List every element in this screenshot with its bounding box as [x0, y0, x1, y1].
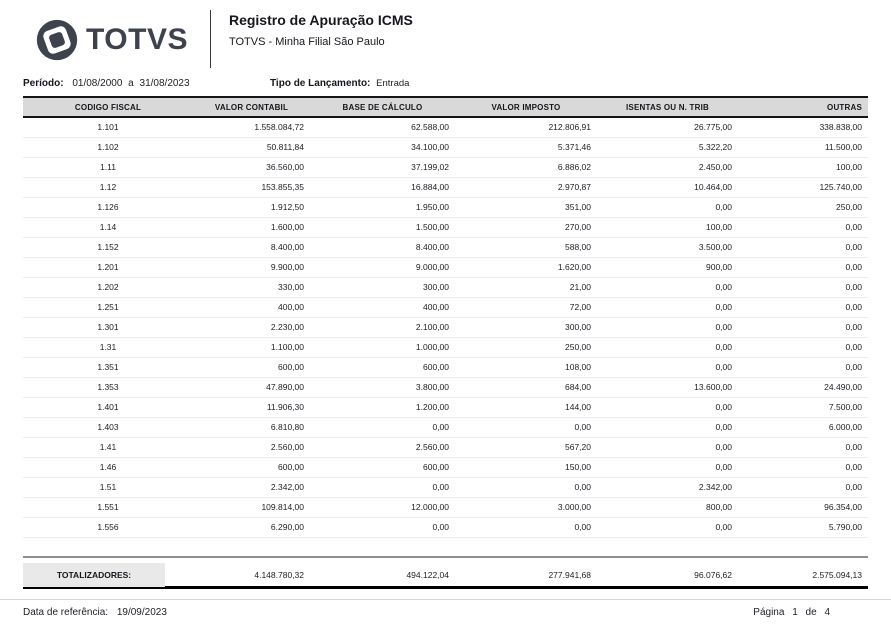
totals-separator-line: [23, 556, 868, 558]
codigo-fiscal-cell: 1.556: [23, 517, 193, 537]
value-cell: 0,00: [738, 477, 868, 497]
filters-row: [23, 78, 868, 94]
value-cell: 0,00: [597, 517, 738, 537]
codigo-fiscal-cell: 1.46: [23, 457, 193, 477]
value-cell: 300,00: [455, 317, 597, 337]
value-cell: 2.230,00: [193, 317, 310, 337]
totals-outras: 2.575.094,13: [812, 569, 862, 580]
value-cell: 13.600,00: [597, 377, 738, 397]
table-row: [23, 457, 868, 477]
entry-type-label: Tipo de Lançamento:: [270, 78, 371, 89]
codigo-fiscal-cell: 1.126: [23, 197, 193, 217]
value-cell: 300,00: [310, 277, 455, 297]
reference-date-label: Data de referência:: [23, 607, 109, 618]
value-cell: 1.600,00: [193, 217, 310, 237]
value-cell: 0,00: [738, 277, 868, 297]
totals-isentas: 96.076,62: [694, 569, 732, 580]
value-cell: 5.790,00: [738, 517, 868, 537]
value-cell: 8.400,00: [193, 237, 310, 257]
table-row: [23, 357, 868, 377]
value-cell: 2.560,00: [310, 437, 455, 457]
footer-separator-line: [0, 599, 891, 600]
value-cell: 7.500,00: [738, 397, 868, 417]
entry-type-value: Entrada: [376, 78, 410, 89]
value-cell: 0,00: [597, 297, 738, 317]
period-label: Período:: [23, 78, 64, 89]
value-cell: 108,00: [455, 357, 597, 377]
header-divider: [210, 10, 211, 68]
value-cell: 0,00: [738, 257, 868, 277]
report-footer: [23, 607, 830, 618]
value-cell: 5.322,20: [597, 137, 738, 157]
value-cell: 100,00: [597, 217, 738, 237]
value-cell: 900,00: [597, 257, 738, 277]
codigo-fiscal-cell: 1.101: [23, 117, 193, 137]
table-row: [23, 157, 868, 177]
value-cell: 47.890,00: [193, 377, 310, 397]
value-cell: 1.500,00: [310, 217, 455, 237]
value-cell: 250,00: [455, 337, 597, 357]
col-header-base-de-calculo: BASE DE CÁLCULO: [310, 97, 455, 117]
value-cell: 1.200,00: [310, 397, 455, 417]
table-row: [23, 217, 868, 237]
value-cell: 1.100,00: [193, 337, 310, 357]
codigo-fiscal-cell: 1.14: [23, 217, 193, 237]
value-cell: 96.354,00: [738, 497, 868, 517]
codigo-fiscal-cell: 1.11: [23, 157, 193, 177]
value-cell: 9.900,00: [193, 257, 310, 277]
col-header-isentas: ISENTAS OU N. TRIB: [597, 97, 738, 117]
value-cell: 0,00: [738, 237, 868, 257]
value-cell: 72,00: [455, 297, 597, 317]
value-cell: 1.000,00: [310, 337, 455, 357]
report-header: [35, 10, 413, 68]
value-cell: 2.342,00: [597, 477, 738, 497]
value-cell: 100,00: [738, 157, 868, 177]
value-cell: 600,00: [310, 457, 455, 477]
report-table-wrap: [23, 96, 868, 589]
totals-row: [23, 563, 868, 589]
value-cell: 1.912,50: [193, 197, 310, 217]
value-cell: 588,00: [455, 237, 597, 257]
page-indicator: Página 1 de 4: [753, 607, 830, 618]
codigo-fiscal-cell: 1.351: [23, 357, 193, 377]
value-cell: 400,00: [193, 297, 310, 317]
value-cell: 0,00: [597, 417, 738, 437]
value-cell: 12.000,00: [310, 497, 455, 517]
value-cell: 0,00: [738, 337, 868, 357]
totals-label: TOTALIZADORES:: [23, 563, 165, 587]
table-row: [23, 257, 868, 277]
value-cell: 26.775,00: [597, 117, 738, 137]
value-cell: 6.810,80: [193, 417, 310, 437]
table-row: [23, 377, 868, 397]
reference-date-group: [23, 607, 167, 618]
value-cell: 0,00: [738, 457, 868, 477]
value-cell: 3.800,00: [310, 377, 455, 397]
value-cell: 0,00: [455, 417, 597, 437]
value-cell: 34.100,00: [310, 137, 455, 157]
value-cell: 2.560,00: [193, 437, 310, 457]
value-cell: 351,00: [455, 197, 597, 217]
value-cell: 16.884,00: [310, 177, 455, 197]
table-row: [23, 397, 868, 417]
table-row: [23, 517, 868, 537]
value-cell: 11.500,00: [738, 137, 868, 157]
value-cell: 3.000,00: [455, 497, 597, 517]
table-row: [23, 277, 868, 297]
value-cell: 144,00: [455, 397, 597, 417]
value-cell: 3.500,00: [597, 237, 738, 257]
value-cell: 50.811,84: [193, 137, 310, 157]
table-row: [23, 177, 868, 197]
value-cell: 125.740,00: [738, 177, 868, 197]
table-header-row: [23, 97, 868, 117]
totals-valor-imposto: 277.941,68: [548, 569, 591, 580]
codigo-fiscal-cell: 1.401: [23, 397, 193, 417]
value-cell: 800,00: [597, 497, 738, 517]
value-cell: 21,00: [455, 277, 597, 297]
title-block: [229, 10, 413, 48]
value-cell: 400,00: [310, 297, 455, 317]
value-cell: 567,20: [455, 437, 597, 457]
value-cell: 8.400,00: [310, 237, 455, 257]
value-cell: 10.464,00: [597, 177, 738, 197]
col-header-valor-contabil: VALOR CONTABIL: [193, 97, 310, 117]
value-cell: 2.100,00: [310, 317, 455, 337]
col-header-valor-imposto: VALOR IMPOSTO: [455, 97, 597, 117]
value-cell: 62.588,00: [310, 117, 455, 137]
value-cell: 600,00: [310, 357, 455, 377]
value-cell: 6.290,00: [193, 517, 310, 537]
value-cell: 212.806,91: [455, 117, 597, 137]
codigo-fiscal-cell: 1.353: [23, 377, 193, 397]
page-subtitle: TOTVS - Minha Filial São Paulo: [228, 36, 385, 48]
period-group: [23, 78, 190, 89]
value-cell: 11.906,30: [193, 397, 310, 417]
table-row: [23, 317, 868, 337]
value-cell: 2.342,00: [193, 477, 310, 497]
value-cell: 0,00: [738, 437, 868, 457]
value-cell: 684,00: [455, 377, 597, 397]
codigo-fiscal-cell: 1.51: [23, 477, 193, 497]
totals-valor-contabil: 4.148.780,32: [254, 569, 304, 580]
value-cell: 0,00: [738, 217, 868, 237]
value-cell: 0,00: [597, 277, 738, 297]
value-cell: 1.620,00: [455, 257, 597, 277]
value-cell: 0,00: [738, 297, 868, 317]
table-row: [23, 137, 868, 157]
value-cell: 0,00: [597, 337, 738, 357]
totvs-logo: [35, 18, 188, 62]
value-cell: 600,00: [193, 457, 310, 477]
table-row: [23, 437, 868, 457]
value-cell: 0,00: [597, 437, 738, 457]
value-cell: 6.000,00: [738, 417, 868, 437]
col-header-outras: OUTRAS: [738, 97, 868, 117]
value-cell: 0,00: [597, 397, 738, 417]
table-row: [23, 197, 868, 217]
col-header-codigo-fiscal: CODIGO FISCAL: [23, 97, 193, 117]
value-cell: 36.560,00: [193, 157, 310, 177]
value-cell: 1.950,00: [310, 197, 455, 217]
codigo-fiscal-cell: 1.202: [23, 277, 193, 297]
value-cell: 9.000,00: [310, 257, 455, 277]
value-cell: 109.814,00: [193, 497, 310, 517]
table-row: [23, 497, 868, 517]
value-cell: 150,00: [455, 457, 597, 477]
codigo-fiscal-cell: 1.31: [23, 337, 193, 357]
codigo-fiscal-cell: 1.12: [23, 177, 193, 197]
logo-wordmark: TOTVS: [86, 23, 188, 56]
value-cell: 338.838,00: [738, 117, 868, 137]
value-cell: 0,00: [455, 477, 597, 497]
value-cell: 0,00: [310, 477, 455, 497]
period-value: 01/08/2000 a 31/08/2023: [72, 78, 190, 89]
page-title: Registro de Apuração ICMS: [228, 12, 413, 28]
value-cell: 250,00: [738, 197, 868, 217]
value-cell: 0,00: [738, 317, 868, 337]
value-cell: 0,00: [597, 317, 738, 337]
table-header: [23, 97, 868, 117]
value-cell: 6.886,02: [455, 157, 597, 177]
value-cell: 37.199,02: [310, 157, 455, 177]
table-row: [23, 477, 868, 497]
value-cell: 0,00: [597, 457, 738, 477]
value-cell: 0,00: [597, 357, 738, 377]
value-cell: 0,00: [455, 517, 597, 537]
table-row: [23, 237, 868, 257]
value-cell: 0,00: [310, 517, 455, 537]
codigo-fiscal-cell: 1.403: [23, 417, 193, 437]
table-row: [23, 337, 868, 357]
codigo-fiscal-cell: 1.41: [23, 437, 193, 457]
value-cell: 0,00: [310, 417, 455, 437]
table-row: [23, 117, 868, 137]
value-cell: 0,00: [597, 197, 738, 217]
value-cell: 1.558.084,72: [193, 117, 310, 137]
value-cell: 600,00: [193, 357, 310, 377]
codigo-fiscal-cell: 1.102: [23, 137, 193, 157]
entry-type-group: [270, 78, 409, 89]
value-cell: 2.450,00: [597, 157, 738, 177]
value-cell: 0,00: [738, 357, 868, 377]
table-row: [23, 417, 868, 437]
codigo-fiscal-cell: 1.152: [23, 237, 193, 257]
value-cell: 5.371,46: [455, 137, 597, 157]
value-cell: 270,00: [455, 217, 597, 237]
table-body: [23, 117, 868, 537]
reference-date-value: 19/09/2023: [116, 607, 167, 618]
codigo-fiscal-cell: 1.201: [23, 257, 193, 277]
codigo-fiscal-cell: 1.251: [23, 297, 193, 317]
totals-base-de-calculo: 494.122,04: [406, 569, 449, 580]
value-cell: 24.490,00: [738, 377, 868, 397]
totvs-logo-icon: [35, 18, 79, 62]
codigo-fiscal-cell: 1.301: [23, 317, 193, 337]
codigo-fiscal-cell: 1.551: [23, 497, 193, 517]
table-row: [23, 297, 868, 317]
value-cell: 2.970,87: [455, 177, 597, 197]
value-cell: 153.855,35: [193, 177, 310, 197]
value-cell: 330,00: [193, 277, 310, 297]
icms-table: [23, 96, 868, 538]
